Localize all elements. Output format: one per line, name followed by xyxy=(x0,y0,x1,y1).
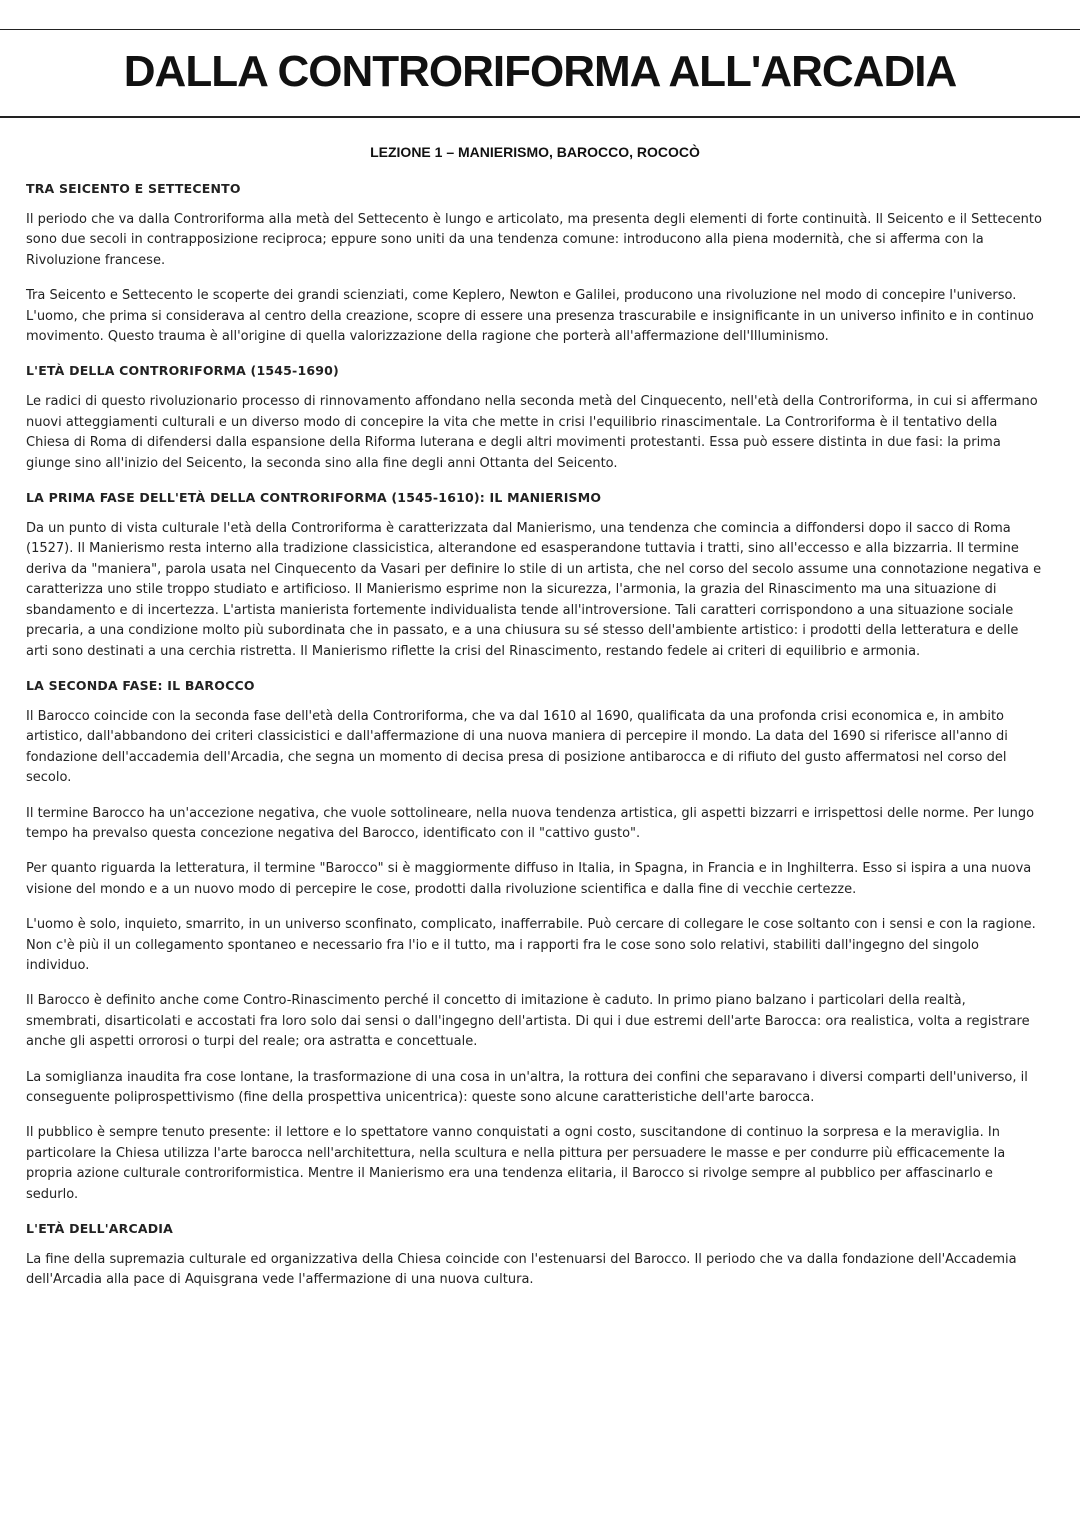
paragraph: L'uomo è solo, inquieto, smarrito, in un universo sconfinato, complicato, inafferrabile. Può cercare di collegare le cose soltanto con i sensi e con la ragione. Non c'è più il un collegamento spontaneo e necessario fra l'io e il tutto, ma i rapporti fra le cose sono solo relativi, stabiliti dall'ingegno del singolo individuo. xyxy=(26,917,1036,973)
top-rule xyxy=(0,29,1080,30)
section-barocco xyxy=(26,677,1044,1205)
section-eta-dell-arcadia xyxy=(26,1220,1044,1291)
section-eta-della-controriforma xyxy=(26,362,1044,474)
section-heading: LA SECONDA FASE: IL BAROCCO xyxy=(26,677,255,693)
section-heading: LA PRIMA FASE DELL'ETÀ DELLA CONTRORIFORMA (1545-1610): IL MANIERISMO xyxy=(26,490,602,506)
section-manierismo xyxy=(26,489,1044,662)
paragraph: Il Barocco è definito anche come Contro-Rinascimento perché il concetto di imitazione è caduto. In primo piano balzano i particolari della realtà, smembrati, disarticolati e accostati fra loro solo dai sensi o dall'ingegno dell'artista. Di qui i due estremi dell'arte Barocca: ora realistica, volta a registrare anche gli aspetti orrorosi o turpi del reale; ora astratta e concettuale. xyxy=(26,993,1030,1050)
paragraph: Il Barocco coincide con la seconda fase dell'età della Controriforma, che va dal 1610 al 1690, qualificata da una profonda crisi economica e, in ambito artistico, dall'abbandono dei criteri classicistici e dall'affermazione di una nuova maniera di percepire il mondo. La data del 1690 si riferisce all'anno di fondazione dell'accademia dell'Arcadia, che segna un momento di decisa presa di posizione antibarocca e di rifiuto del gusto affermatosi nel corso del secolo. xyxy=(26,708,1008,786)
paragraph: La somiglianza inaudita fra cose lontane, la trasformazione di una cosa in un'altra, la rottura dei confini che separavano i diversi comparti dell'universo, il conseguente poliprospettivismo (fine della prospettiva unicentrica): queste sono alcune caratteristiche dell'arte barocca. xyxy=(26,1069,1028,1105)
paragraph: La fine della supremazia culturale ed organizzativa della Chiesa coincide con l'estenuarsi del Barocco. Il periodo che va dalla fondazione dell'Accademia dell'Arcadia alla pace di Aquisgrana vede l'affermazione di una nuova cultura. xyxy=(26,1252,1017,1288)
paragraph: Il periodo che va dalla Controriforma alla metà del Settecento è lungo e articolato, ma presenta degli elementi di forte continuità. Il Seicento e il Settecento sono due secoli in contrapposizione reciproca; eppure sono uniti da una tendenza comune: introducono alla piena modernità, che si afferma con la Rivoluzione francese. xyxy=(26,212,1042,268)
paragraph: Tra Seicento e Settecento le scoperte dei grandi scienziati, come Keplero, Newton e Galilei, producono una rivoluzione nel modo di concepire l'universo. L'uomo, che prima si considerava al centro della creazione, scopre di essere una presenza trascurabile e insignificante in un universo infinito e in continuo movimento. Questo trauma è all'origine di quella valorizzazione della ragione che porterà all'affermazione dell'Illuminismo. xyxy=(26,288,1034,345)
document-title: DALLA CONTRORIFORMA ALL'ARCADIA xyxy=(123,47,957,96)
section-heading: TRA SEICENTO E SETTECENTO xyxy=(26,181,241,196)
paragraph: Il pubblico è sempre tenuto presente: il lettore e lo spettatore vanno conquistati a ogni costo, suscitandone di continuo la sorpresa e la meraviglia. In particolare la Chiesa utilizza l'arte barocca nell'architettura, nella scultura e nella pittura per persuadere le masse e per condurre più efficacemente la propria azione culturale controriformistica. Mentre il Manierismo era una tendenza elitaria, il Barocco si rivolge sempre al pubblico per affascinarlo e sedurlo. xyxy=(26,1125,1006,1202)
paragraph: Da un punto di vista culturale l'età della Controriforma è caratterizzata dal Manierismo, una tendenza che comincia a diffondersi dopo il sacco di Roma (1527). Il Manierismo resta interno alla tradizione classicistica, alterandone ed esasperandone tuttavia i tratti, sino all'eccesso e alla bizzarria. Il termine deriva da "maniera", parola usata nel Cinquecento da Vasari per definire lo stile di un artista, che nel corso del secolo assume una connotazione negativa e caratterizza uno stile troppo studiato e artificioso. Il Manierismo esprime non la sicurezza, l'armonia, la grazia del Rinascimento ma una situazione di sbandamento e di incertezza. L'artista manierista fortemente individualista tende all'introversione. Tali caratteri corrispondono a una situazione sociale precaria, a una condizione molto più subordinata che in passato, e a una chiusura su sé stesso dell'ambiente artistico: i prodotti della letteratura e delle arti sono destinati a una cerchia ristretta. Il Manierismo riflette la crisi del Rinascimento, restando fedele ai criteri di equilibrio e armonia. xyxy=(26,521,1042,659)
section-tra-seicento-e-settecento xyxy=(26,180,1044,347)
paragraph: Il termine Barocco ha un'accezione negativa, che vuole sottolineare, nella nuova tendenza artistica, gli aspetti bizzarri e irrispettosi delle norme. Per lungo tempo ha prevalso questa concezione negativa del Barocco, identificato con il "cattivo gusto". xyxy=(26,805,1035,841)
section-heading: L'ETÀ DELL'ARCADIA xyxy=(26,1221,174,1237)
paragraph: Per quanto riguarda la letteratura, il termine "Barocco" si è maggiormente diffuso in Italia, in Spagna, in Francia e in Inghilterra. Esso si ispira a una nuova visione del mondo e a un nuovo modo di percepire le cose, prodotti dalla rivoluzione scientifica e dalla fine di vecchie certezze. xyxy=(26,861,1032,897)
document-body xyxy=(26,140,1044,1306)
paragraph: Le radici di questo rivoluzionario processo di rinnovamento affondano nella seconda metà del Cinquecento, nell'età della Controriforma, in cui si affermano nuovi atteggiamenti culturali e un diverso modo di concepire la vita che mette in crisi l'equilibrio rinascimentale. La Controriforma è il tentativo della Chiesa di Roma di difendersi dalla espansione della Riforma luterana e degli altri movimenti protestanti. Essa può essere distinta in due fasi: la prima giunge sino all'inizio del Seicento, la seconda sino alla fine degli anni Ottanta del Seicento. xyxy=(26,394,1038,471)
section-heading: L'ETÀ DELLA CONTRORIFORMA (1545-1690) xyxy=(26,363,339,379)
lesson-title: LEZIONE 1 – MANIERISMO, BAROCCO, ROCOCÒ xyxy=(370,144,700,160)
title-underline-rule xyxy=(0,116,1080,118)
